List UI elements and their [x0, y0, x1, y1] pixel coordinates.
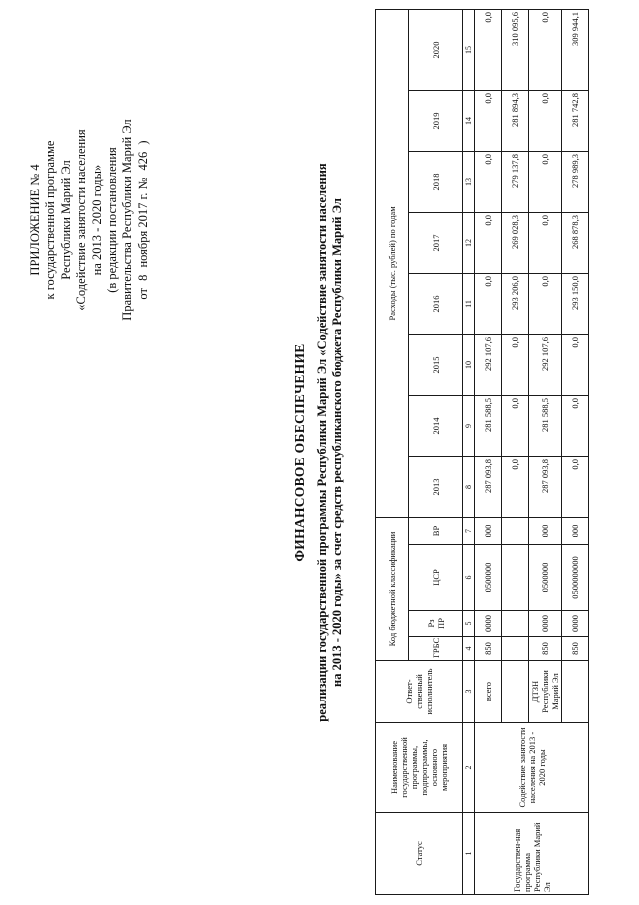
- row-value: 292 107,6: [529, 334, 562, 395]
- row-value: 268 878,3: [562, 212, 589, 273]
- row-grbs: 850: [562, 637, 589, 661]
- row-grbs: 850: [475, 637, 502, 661]
- row-value: 281 742,8: [562, 90, 589, 151]
- row-grbs: [502, 637, 529, 661]
- row-value: 0,0: [475, 90, 502, 151]
- document-title: ФИНАНСОВОЕ ОБЕСПЕЧЕНИЕ: [292, 343, 307, 562]
- column-number: 11: [463, 273, 475, 334]
- row-rz-pr: 0000: [562, 611, 589, 637]
- column-number: 1: [463, 813, 475, 895]
- date-month-year: ноября 2017 г. №: [135, 177, 150, 268]
- column-number: 10: [463, 334, 475, 395]
- row-value: 0,0: [475, 9, 502, 90]
- column-number: 4: [463, 637, 475, 661]
- row-value: 281 894,3: [502, 90, 529, 151]
- row-value: 0,0: [529, 212, 562, 273]
- row-grbs: 850: [529, 637, 562, 661]
- row-rz-pr: 0000: [529, 611, 562, 637]
- row-vr: 000: [529, 517, 562, 544]
- row-value: 0,0: [562, 395, 589, 456]
- row-vr: 000: [475, 517, 502, 544]
- header-executor: Ответ-ственный исполнитель: [376, 661, 463, 723]
- appendix-line: Правительства Республики Марий Эл: [120, 119, 135, 321]
- finance-table: [375, 9, 589, 895]
- header-year: 2013: [409, 456, 463, 517]
- appendix-line: к государственной программе: [43, 140, 58, 300]
- table-row: [475, 9, 502, 894]
- row-executor: всего: [475, 661, 502, 723]
- row-value: 0,0: [475, 212, 502, 273]
- row-value: 281 588,5: [475, 395, 502, 456]
- document-subtitle: [315, 40, 345, 845]
- row-value: 0,0: [529, 151, 562, 212]
- appendix-line: (в редакции постановления: [105, 147, 120, 293]
- row-value: 0,0: [529, 90, 562, 151]
- appendix-line: «Содействие занятости населения: [74, 129, 89, 311]
- row-value: 0,0: [502, 456, 529, 517]
- column-number: 12: [463, 212, 475, 273]
- row-value: 293 150,0: [562, 273, 589, 334]
- subtitle-line-2: на 2013 - 2020 годы» за счет средств республиканского бюджета Республики Марий Эл: [330, 198, 344, 687]
- column-number-row: [463, 9, 475, 894]
- column-number: 14: [463, 90, 475, 151]
- row-executor: [562, 661, 589, 723]
- header-year: 2016: [409, 273, 463, 334]
- header-name: Наименование государственной программы, подпрограммы, основного мероприятия: [376, 723, 463, 813]
- row-rz-pr: [502, 611, 529, 637]
- row-value: 0,0: [475, 151, 502, 212]
- header-year: 2014: [409, 395, 463, 456]
- row-vr: [502, 517, 529, 544]
- row-value: 279 137,8: [502, 151, 529, 212]
- header-year: 2019: [409, 90, 463, 151]
- row-csr: 0500000000: [562, 545, 589, 611]
- header-year: 2017: [409, 212, 463, 273]
- header-grbs: ГРБС: [409, 637, 463, 661]
- row-value: 293 206,0: [502, 273, 529, 334]
- date-prefix: от: [135, 288, 150, 300]
- row-value: 0,0: [529, 273, 562, 334]
- date-day: 8: [135, 274, 150, 281]
- row-value: 287 093,8: [529, 456, 562, 517]
- header-vr: ВР: [409, 517, 463, 544]
- row-csr: [502, 545, 529, 611]
- column-number: 7: [463, 517, 475, 544]
- appendix-block: [28, 95, 151, 345]
- row-csr: 0500000: [529, 545, 562, 611]
- row-value: 0,0: [562, 456, 589, 517]
- column-number: 2: [463, 723, 475, 813]
- row-value: 287 093,8: [475, 456, 502, 517]
- subtitle-line-1: реализации государственной программы Республики Марий Эл «Содействие занятости населения: [315, 163, 329, 722]
- column-number: 6: [463, 545, 475, 611]
- row-value: 0,0: [562, 334, 589, 395]
- row-name: Содействие занятости населения на 2013 - 2020 годы: [475, 723, 589, 813]
- row-value: 292 107,6: [475, 334, 502, 395]
- header-year: 2015: [409, 334, 463, 395]
- column-number: 3: [463, 661, 475, 723]
- header-budget-code: Код бюджетной классификации: [376, 517, 409, 660]
- column-number: 5: [463, 611, 475, 637]
- date-number: 426: [135, 151, 150, 171]
- row-value: 310 095,6: [502, 9, 529, 90]
- row-value: 0,0: [502, 395, 529, 456]
- row-value: 0,0: [529, 9, 562, 90]
- row-value: 0,0: [502, 334, 529, 395]
- appendix-title: ПРИЛОЖЕНИЕ № 4: [28, 164, 42, 276]
- appendix-line: на 2013 - 2020 годы»: [89, 164, 104, 276]
- header-expenses: Расходы (тыс. рублей) по годам: [376, 9, 409, 517]
- header-rz-pr: Рз ПР: [409, 611, 463, 637]
- header-year: 2020: [409, 9, 463, 90]
- row-value: 278 989,3: [562, 151, 589, 212]
- header-status: Статус: [376, 813, 463, 895]
- row-executor: ДТЗН Республики Марий Эл: [529, 661, 562, 723]
- appendix-line: Республики Марий Эл: [58, 160, 73, 280]
- row-status: Государствен-ная программа Республики Марий Эл: [475, 813, 589, 895]
- appendix-date: [136, 95, 151, 345]
- column-number: 15: [463, 9, 475, 90]
- row-vr: 000: [562, 517, 589, 544]
- row-value: 0,0: [475, 273, 502, 334]
- row-value: 269 028,3: [502, 212, 529, 273]
- row-csr: 0500000: [475, 545, 502, 611]
- column-number: 9: [463, 395, 475, 456]
- column-number: 8: [463, 456, 475, 517]
- date-suffix: ): [135, 140, 150, 145]
- header-csr: ЦСР: [409, 545, 463, 611]
- row-value: 309 944,1: [562, 9, 589, 90]
- header-year: 2018: [409, 151, 463, 212]
- header-row: [376, 9, 409, 894]
- row-rz-pr: 0000: [475, 611, 502, 637]
- column-number: 13: [463, 151, 475, 212]
- row-value: 281 588,5: [529, 395, 562, 456]
- row-executor: [502, 661, 529, 723]
